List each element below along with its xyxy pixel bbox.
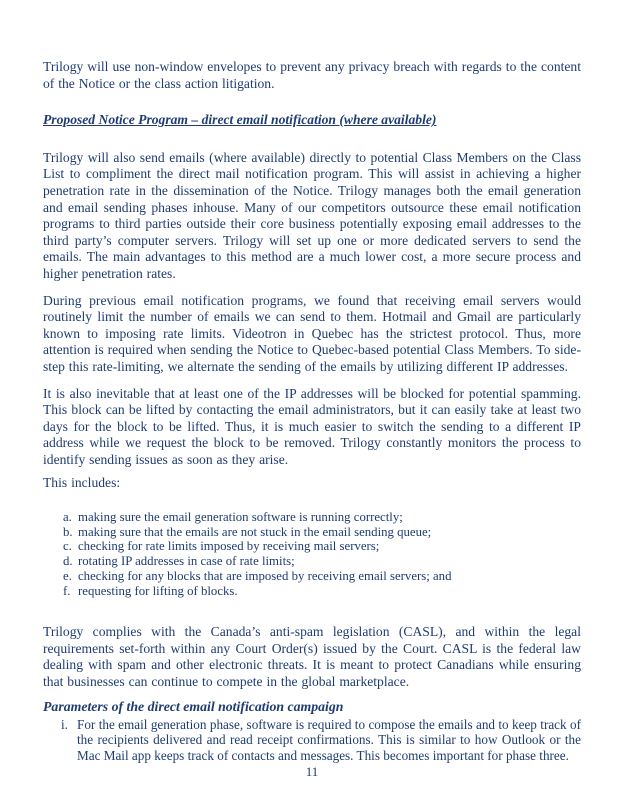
list-item-text: checking for any blocks that are imposed by receiving email servers; and xyxy=(78,568,452,583)
list-item-text: requesting for lifting of blocks. xyxy=(78,583,238,598)
list-item-marker: a. xyxy=(63,510,72,525)
includes-list xyxy=(43,510,581,598)
list-item-marker: e. xyxy=(63,568,72,583)
section-heading-parameters: Parameters of the direct email notification campaign xyxy=(43,698,344,714)
list-item-text: For the email generation phase, software is required to compose the emails and to keep track of the recipients delivered and read receipt confirmations. This is similar to how Outlook or the Mac Mail app keeps track of contacts and messages. This becomes important for phase three. xyxy=(77,717,581,763)
list-item-text: checking for rate limits imposed by receiving mail servers; xyxy=(78,539,380,554)
list-item-text: rotating IP addresses in case of rate limits; xyxy=(78,554,295,569)
parameters-list xyxy=(43,717,581,763)
paragraph-casl: Trilogy complies with the Canada’s anti-spam legislation (CASL), and within the legal requirements set-forth within any Court Order(s) issued by the Court. CASL is the federal law dealing with spam and other electronic threats. It is meant to protect Canadians while ensuring that businesses can continue to compete in the global marketplace. xyxy=(43,624,581,690)
list-item xyxy=(43,569,581,584)
list-item-marker: i. xyxy=(61,717,68,733)
list-item xyxy=(43,717,581,763)
list-item-marker: d. xyxy=(63,554,73,569)
list-item xyxy=(43,554,581,569)
list-item-text: making sure the email generation software is running correctly; xyxy=(78,510,403,525)
page-number: 11 xyxy=(305,763,319,779)
list-item-marker: b. xyxy=(63,524,73,539)
paragraph-envelopes: Trilogy will use non-window envelopes to prevent any privacy breach with regards to the content of the Notice or the class action litigation. xyxy=(43,59,581,91)
paragraph-ip-blocks: It is also inevitable that at least one of the IP addresses will be blocked for potential spamming. This block can be lifted by contacting the email administrators, but it can easily take at least two days for the block to be lifted. Thus, it is much easier to switch the sending to a different IP address while we request the block to be removed. Trilogy constantly monitors the process to identify sending issues as soon as they arise. xyxy=(43,385,581,467)
paragraph-email-program: Trilogy will also send emails (where available) directly to potential Class Members on the Class List to compliment the direct mail notification program. This will assist in achieving a higher penetration rate in the dissemination of the Notice. Trilogy manages both the email generation and email sending phases inhouse. Many of our competitors outsource these email notification programs to third parties outside their core business potentially exposing email addresses to the third party’s computer servers. Trilogy will set up one or more dedicated servers to send the emails. The main advantages to this method are a much lower cost, a more secure process and higher penetration rates. xyxy=(43,149,581,281)
list-item xyxy=(43,584,581,599)
list-item xyxy=(43,525,581,540)
includes-label: This includes: xyxy=(43,475,121,491)
paragraph-rate-limits: During previous email notification programs, we found that receiving email servers would routinely limit the number of emails we can send to them. Hotmail and Gmail are particularly known to imposing rate limits. Videotron in Quebec has the strictest protocol. Thus, more attention is required when sending the Notice to Quebec-based potential Class Members. To side-step this rate-limiting, we alternate the sending of the emails by utilizing different IP addresses. xyxy=(43,292,581,374)
list-item-text: making sure that the emails are not stuck in the email sending queue; xyxy=(78,524,432,539)
list-item-marker: f. xyxy=(63,583,71,598)
list-item-marker: c. xyxy=(63,539,72,554)
list-item xyxy=(43,510,581,525)
section-heading-notice-program: Proposed Notice Program – direct email notification (where available) xyxy=(43,112,437,128)
list-item xyxy=(43,539,581,554)
